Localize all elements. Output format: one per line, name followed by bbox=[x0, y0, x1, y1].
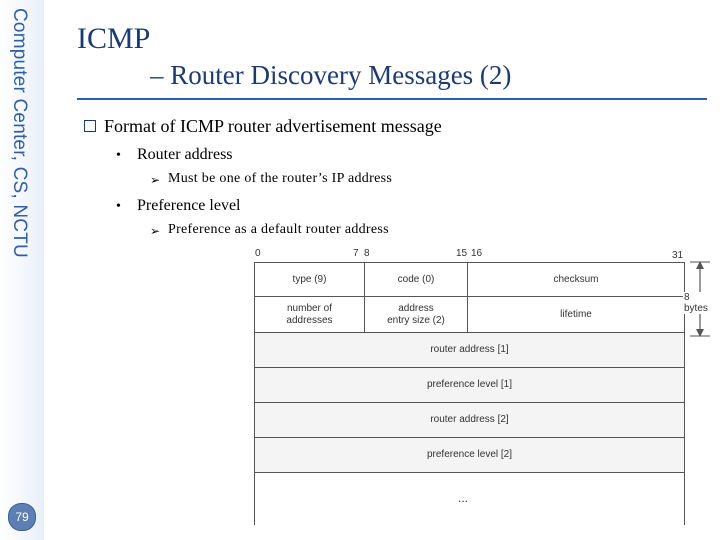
arrow-bullet-icon: ➢ bbox=[150, 224, 161, 238]
field-router-address-2: router address [2] bbox=[254, 402, 685, 438]
field-lifetime: lifetime bbox=[467, 296, 685, 333]
field-type: type (9) bbox=[254, 262, 365, 297]
main-bullet-text: Format of ICMP router advertisement message bbox=[104, 116, 442, 136]
field-number-of-addresses-line2: addresses bbox=[286, 314, 333, 326]
bullet-router-address: Router address bbox=[137, 146, 233, 163]
bit-label-8: 8 bbox=[364, 248, 370, 259]
bullet-preference-level: Preference level bbox=[137, 197, 241, 214]
field-number-of-addresses-line1: number of bbox=[286, 302, 333, 314]
sub-bullet-router-address: Must be one of the router’s IP address bbox=[168, 171, 393, 186]
bit-label-16: 16 bbox=[471, 248, 483, 259]
title-divider bbox=[77, 98, 707, 100]
bit-label-0: 0 bbox=[255, 248, 261, 259]
field-address-entry-size-line2: entry size (2) bbox=[387, 314, 445, 326]
field-preference-level-2: preference level [2] bbox=[254, 437, 685, 473]
header-size-label: 8 bytes bbox=[684, 292, 708, 314]
field-address-entry-size-line1: address bbox=[398, 302, 434, 314]
page-number-badge: 79 bbox=[8, 503, 36, 531]
field-number-of-addresses bbox=[254, 296, 365, 333]
slide-title: ICMP bbox=[77, 22, 151, 55]
field-code: code (0) bbox=[364, 262, 468, 297]
slide-subtitle: – Router Discovery Messages (2) bbox=[150, 60, 512, 90]
field-preference-level-1: preference level [1] bbox=[254, 367, 685, 403]
continuation-left-line bbox=[254, 472, 255, 525]
field-address-entry-size bbox=[364, 296, 468, 333]
bullet-dot-icon: • bbox=[116, 148, 121, 163]
continuation-right-line bbox=[684, 472, 685, 525]
bit-label-15: 15 bbox=[456, 248, 468, 259]
sub-bullet-preference-level: Preference as a default router address bbox=[168, 222, 389, 237]
arrow-bullet-icon: ➢ bbox=[150, 173, 161, 187]
bit-label-31: 31 bbox=[672, 250, 684, 261]
bullet-dot-icon: • bbox=[116, 199, 121, 214]
field-router-address-1: router address [1] bbox=[254, 332, 685, 368]
sidebar-vertical-title: Computer Center, CS, NCTU bbox=[9, 8, 30, 258]
bit-label-7: 7 bbox=[353, 248, 359, 259]
continuation-ellipsis: ... bbox=[458, 491, 469, 505]
field-checksum: checksum bbox=[467, 262, 685, 297]
sidebar bbox=[0, 0, 44, 540]
square-bullet-icon bbox=[84, 120, 96, 132]
